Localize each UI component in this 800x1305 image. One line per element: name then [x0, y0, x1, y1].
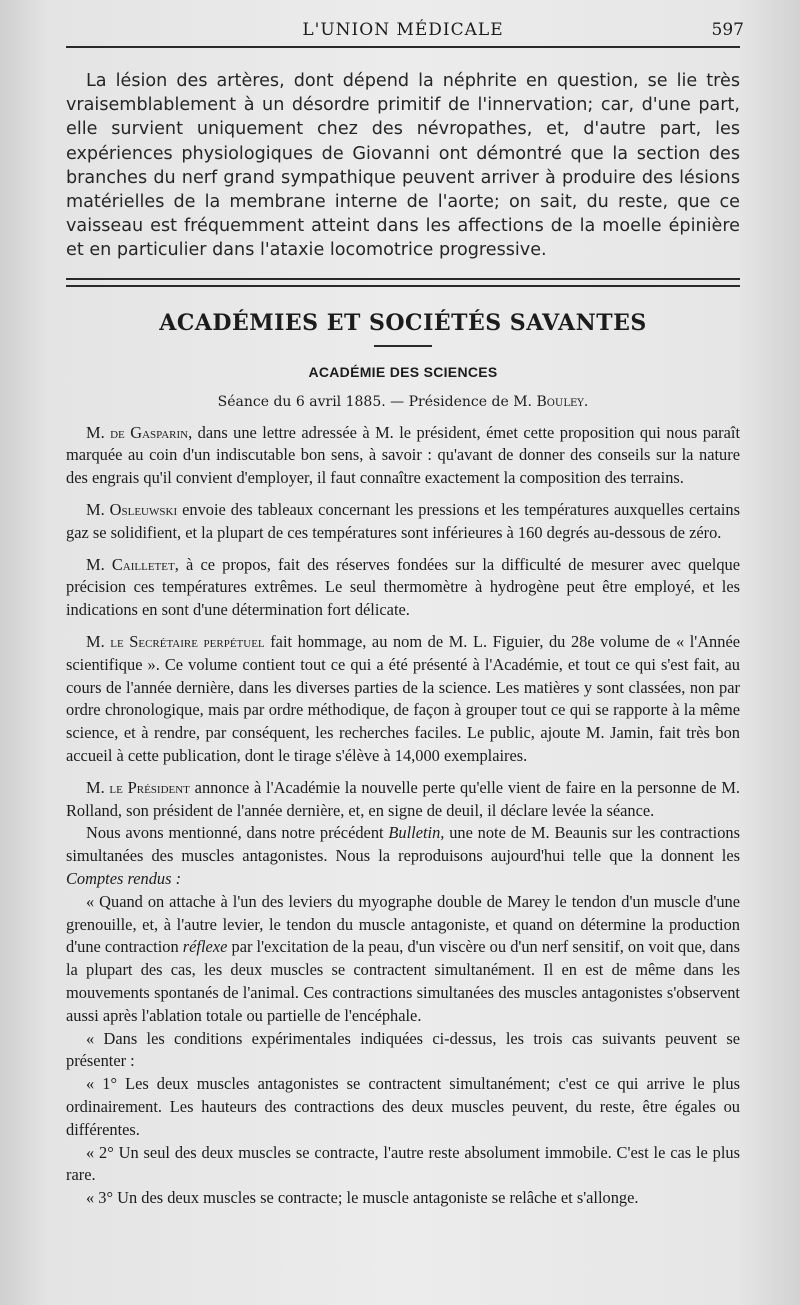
session-president: Bouley.: [536, 393, 589, 410]
paragraph-secretaire: [66, 631, 740, 768]
session-line: [66, 394, 740, 410]
paragraph-conditions: « Dans les conditions expérimentales indiquées ci-dessus, les trois cas suivants peuvent se présenter :: [66, 1028, 740, 1071]
paragraph-beaunis-intro: [66, 822, 740, 890]
paragraph-cailletet: [66, 554, 740, 622]
paragraph-case-1: « 1° Les deux muscles antagonistes se contractent simultanément; c'est ce qui arrive le plus ordinairement. Les hauteurs des contractions des deux muscles peuvent, du reste, être égales ou différentes.: [66, 1074, 740, 1139]
speaker-name: M. le Secrétaire perpétuel: [86, 632, 265, 651]
page-number: 597: [711, 20, 744, 40]
paragraph-quote-myographe: [66, 891, 740, 1028]
paragraph-text: par l'excitation de la peau, d'un viscère ou d'un nerf sensitif, on voit que, dans la plupart des cas, les deux muscles se contractent simultanément. Il en est de même dans les mouvements spontanés de l'animal. Ces contractions simultanées des muscles antagonistes s'observent aussi après l'ablation totale ou partielle de l'encéphale.: [66, 937, 740, 1025]
paragraph-text: envoie des tableaux concernant les pressions et les températures auxquelles certains gaz se solidifient, et la plupart de ces températures sont inférieures à 160 degrés au-dessous de zéro.: [66, 500, 740, 542]
running-header: [66, 0, 744, 48]
paragraph-text: fait hommage, au nom de M. L. Figuier, du 28e volume de « l'Année scientifique ». Ce volume contient tout ce qui a été présenté à l'Académie, et tout ce qui s'est fait, au cours de l'année dernière, dans les diverses parties de la science. Les matières y sont classées, non par ordre chronologique, mais par ordre méthodique, de façon à grouper tout ce qui se rapporte à la même science, et à rendre, par conséquent, les recherches faciles. Le public, ajoute M. Jamin, fait très bon accueil à cette publication, dont le tirage s'élève à 14,000 exemplaires.: [66, 632, 740, 765]
lead-paragraph: La lésion des artères, dont dépend la néphrite en question, se lie très vraisemblablement à un désordre primitif de l'innervation; car, d'une part, elle survient uniquement chez des névropathes, et, d'autre part, les expériences physiologiques de Giovanni ont démontré que la section des branches du nerf grand sympathique peuvent arriver à produire des lésions matérielles de la membrane interne de l'aorte; on sait, du reste, que ce vaisseau est fréquemment atteint dans les affections de la moelle épinière et en particulier dans l'ataxie locomotrice progressive.: [66, 71, 740, 261]
double-divider: [66, 278, 740, 287]
journal-title: L'UNION MÉDICALE: [302, 20, 504, 40]
subsection-title: ACADÉMIE DES SCIENCES: [308, 363, 498, 380]
session-date-text: Séance du 6 avril 1885. — Présidence de M.: [217, 393, 537, 410]
paragraph-gasparin: [66, 422, 740, 490]
paragraph-president: [66, 777, 740, 823]
paragraph-case-2: « 2° Un seul des deux muscles se contracte, l'autre reste absolument immobile. C'est le cas le plus rare.: [66, 1142, 740, 1185]
paragraph-case-3: « 3° Un des deux muscles se contracte; le muscle antagoniste se relâche et s'allonge.: [86, 1188, 639, 1208]
italic-comptes-rendus: Comptes rendus :: [66, 868, 182, 888]
paragraph-osleuwski: [66, 499, 740, 545]
paragraph-text: annonce à l'Académie la nouvelle perte qu'elle vient de faire en la personne de M. Rolland, son président de l'année dernière, et, en signe de deuil, il déclare levée la séance.: [66, 777, 740, 820]
paragraph-text: Nous avons mentionné, dans notre précédent: [86, 823, 389, 843]
paragraph-text: à ce propos, fait des réserves fondées sur la difficulté de mesurer avec quelque précision ces températures extrêmes. Le seul thermomètre à hydrogène peut être employé, et les indications en sont d'une détermination fort délicate.: [66, 554, 740, 620]
paragraph-text: une note de M. Beaunis sur les contractions simultanées des muscles antagonistes. Nous la reproduisons aujourd'hui telle que la donnent les: [66, 823, 740, 866]
section-title: ACADÉMIES ET SOCIÉTÉS SAVANTES: [159, 309, 647, 336]
paragraph-text: dans une lettre adressée à M. le président, émet cette proposition qui nous paraît marquée au coin d'un indiscutable bon sens, à savoir : qu'avant de donner des conseils sur la nature des engrais qu'il convient d'employer, il faut connaître exactement la composition des terrains.: [66, 422, 741, 488]
title-underline: [374, 345, 432, 347]
italic-reflexe: réflexe: [182, 937, 228, 957]
speaker-name: M. de Gasparin,: [86, 422, 193, 442]
italic-bulletin: Bulletin,: [388, 823, 445, 843]
paragraph-text: « Quand on attache à l'un des leviers du myographe double de Marey le tendon d'un muscle d'une grenouille, et, à l'autre levier, le tendon du muscle antagoniste, et quand on détermine la production d'une contraction: [66, 891, 740, 957]
speaker-name: M. Osleuwski: [86, 500, 178, 520]
speaker-name: M. le Président: [86, 777, 190, 797]
speaker-name: M. Cailletet,: [86, 554, 179, 574]
